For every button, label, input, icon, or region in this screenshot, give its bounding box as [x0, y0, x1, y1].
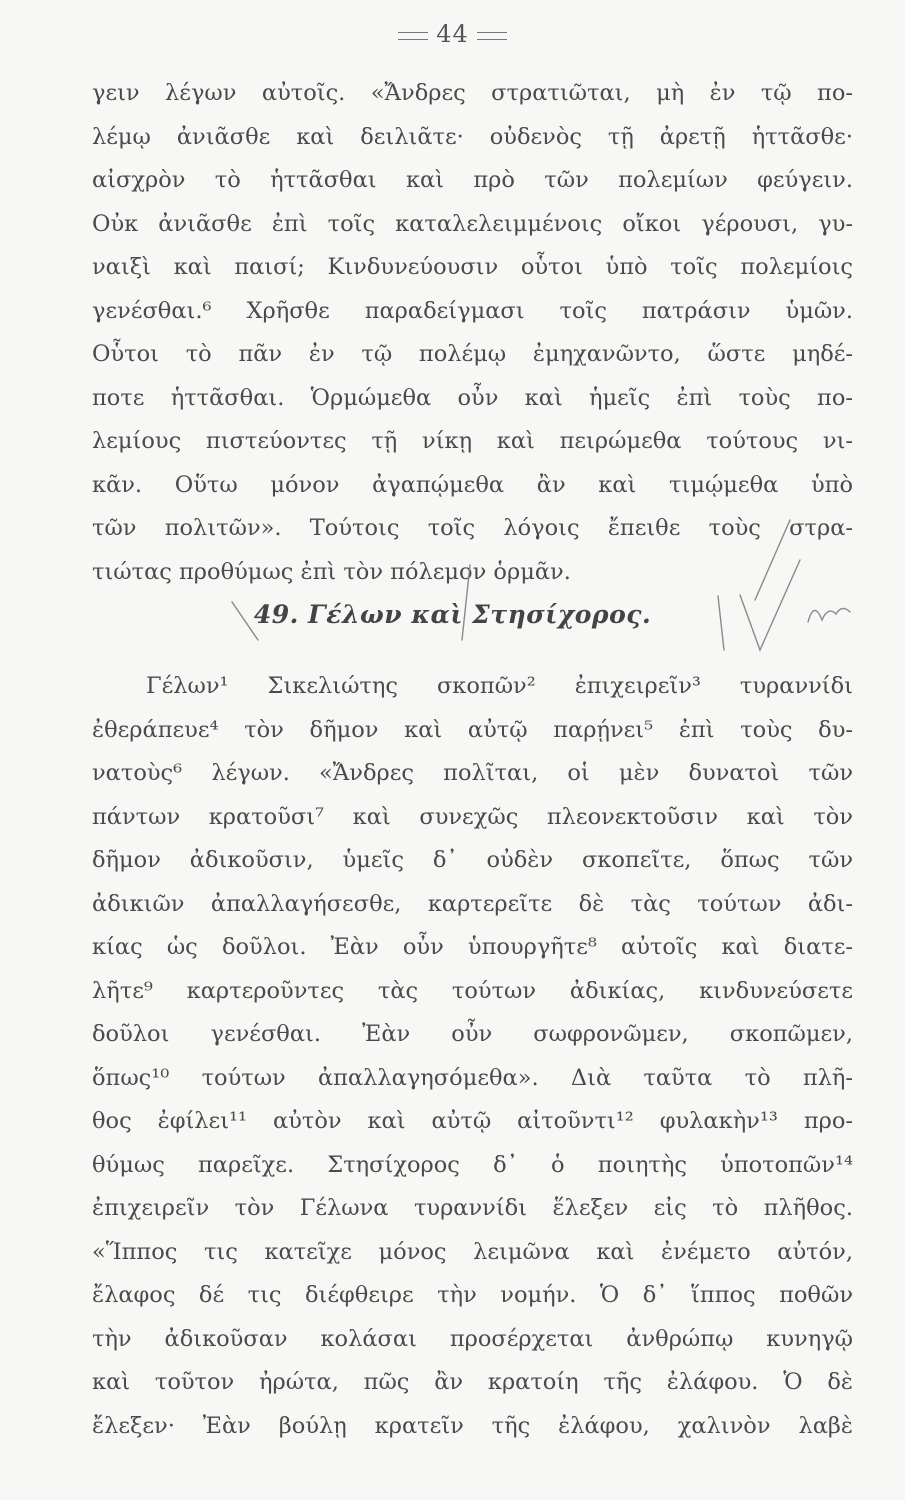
text-line: Γέλων¹ Σικελιώτης σκοπῶν² ἐπιχειρεῖν³ τυραννίδι: [146, 673, 853, 699]
text-line: ἐθεράπευε⁴ τὸν δῆμον καὶ αὐτῷ παρῄνει⁵ ἐπὶ τοὺς δυ-: [92, 716, 853, 743]
text-line: θος ἐφίλει¹¹ αὐτὸν καὶ αὐτῷ αἰτοῦντι¹² φυλακὴν¹³ προ-: [92, 1108, 853, 1134]
text-line: κᾶν. Οὕτω μόνον ἀγαπῴμεθα ἂν καὶ τιμῴμεθα ὑπὸ: [92, 471, 853, 498]
text-line: Οὐκ ἀνιᾶσθε ἐπὶ τοῖς καταλελειμμένοις οἴκοι γέρουσι, γυ-: [92, 210, 853, 237]
text-line: πάντων κρατοῦσι⁷ καὶ συνεχῶς πλεονεκτοῦσιν καὶ τὸν: [92, 803, 853, 830]
text-line: δοῦλοι γενέσθαι. Ἐὰν οὖν σωφρονῶμεν, σκοπῶμεν,: [92, 1021, 853, 1047]
text-line: ὅπως¹⁰ τούτων ἀπαλλαγησόμεθα». Διὰ ταῦτα τὸ πλῆ-: [92, 1064, 853, 1091]
text-line: δῆμον ἀδικοῦσιν, ὑμεῖς δ᾽ οὐδὲν σκοπεῖτε, ὅπως τῶν: [92, 847, 853, 873]
right-ornament: [477, 32, 507, 40]
text-line: ἀδικιῶν ἀπαλλαγήσεσθε, καρτερεῖτε δὲ τὰς τούτων ἀδι-: [92, 890, 853, 917]
text-line: κίας ὡς δοῦλοι. Ἐὰν οὖν ὑπουργῆτε⁸ αὐτοῖς καὶ διατε-: [92, 934, 853, 960]
text-line: τῶν πολιτῶν». Τούτοις τοῖς λόγοις ἔπειθε τοὺς στρα-: [92, 515, 853, 541]
paragraph-2: [92, 665, 853, 1448]
paragraph-1: [92, 72, 853, 594]
section-heading: 49. Γέλων καὶ Στησίχορος.: [253, 600, 652, 629]
text-line: τιώτας προθύμως ἐπὶ τὸν πόλεμον ὁρμᾶν.: [92, 558, 571, 585]
text-line: γενέσθαι.⁶ Χρῆσθε παραδείγμασι τοῖς πατράσιν ὑμῶν.: [92, 297, 853, 324]
text-line: Οὗτοι τὸ πᾶν ἐν τῷ πολέμῳ ἐμηχανῶντο, ὥστε μηδέ-: [92, 341, 853, 367]
text-line: «Ἵππος τις κατεῖχε μόνος λειμῶνα καὶ ἐνέμετο αὐτόν,: [92, 1238, 853, 1265]
text-line: καὶ τοῦτον ἠρώτα, πῶς ἂν κρατοίη τῆς ἐλάφου. Ὁ δὲ: [92, 1369, 853, 1395]
text-line: ποτε ἡττᾶσθαι. Ὁρμώμεθα οὖν καὶ ἡμεῖς ἐπὶ τοὺς πο-: [92, 384, 853, 411]
text-line: τὴν ἀδικοῦσαν κολάσαι προσέρχεται ἀνθρώπῳ κυνηγῷ: [92, 1325, 853, 1352]
text-line: νατοὺς⁶ λέγων. «Ἄνδρες πολῖται, οἱ μὲν δυνατοὶ τῶν: [92, 760, 853, 786]
text-line: λεμίους πιστεύοντες τῇ νίκῃ καὶ πειρώμεθα τούτους νι-: [92, 428, 853, 454]
text-line: ἔλεξεν· Ἐὰν βούλῃ κρατεῖν τῆς ἐλάφου, χαλινὸν λαβὲ: [92, 1412, 853, 1439]
text-line: ἐπιχειρεῖν τὸν Γέλωνα τυραννίδι ἕλεξεν εἰς τὸ πλῆθος.: [92, 1195, 853, 1221]
text-line: ἔλαφος δέ τις διέφθειρε τὴν νομήν. Ὁ δ᾽ ἵππος ποθῶν: [92, 1282, 853, 1308]
text-line: γειν λέγων αὐτοῖς. «Ἄνδρες στρατιῶται, μὴ ἐν τῷ πο-: [92, 80, 853, 106]
text-line: ναιξὶ καὶ παισί; Κινδυνεύουσιν οὗτοι ὑπὸ τοῖς πολεμίοις: [92, 254, 853, 280]
text-line: θύμως παρεῖχε. Στησίχορος δ᾽ ὁ ποιητὴς ὑποτοπῶν¹⁴: [92, 1151, 853, 1178]
left-ornament: [398, 32, 428, 40]
page-number: 44: [0, 20, 905, 48]
text-line: λῆτε⁹ καρτεροῦντες τὰς τούτων ἀδικίας, κινδυνεύσετε: [92, 977, 853, 1004]
text-line: λέμῳ ἀνιᾶσθε καὶ δειλιᾶτε· οὐδενὸς τῇ ἀρετῇ ἡττᾶσθε·: [92, 123, 853, 150]
text-line: αἰσχρὸν τὸ ἡττᾶσθαι καὶ πρὸ τῶν πολεμίων φεύγειν.: [92, 167, 853, 193]
